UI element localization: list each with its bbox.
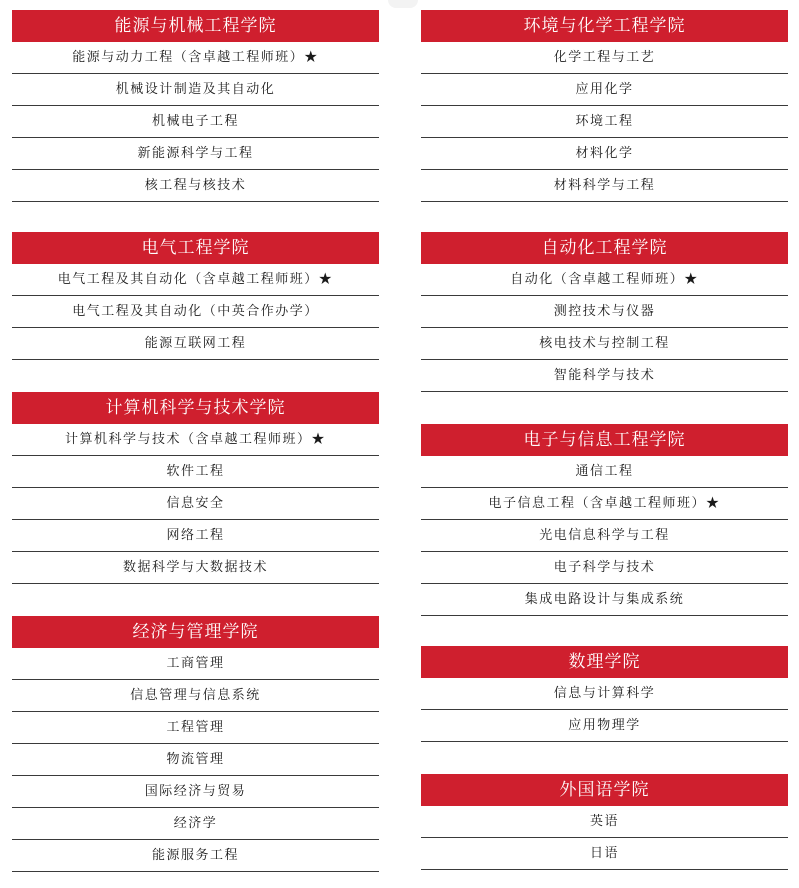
list-item: 电气工程及其自动化（中英合作办学） <box>12 296 379 328</box>
list-item: 材料科学与工程 <box>421 170 788 202</box>
list-item: 通信工程 <box>421 456 788 488</box>
list-item: 核电技术与控制工程 <box>421 328 788 360</box>
list-item: 应用物理学 <box>421 710 788 742</box>
list-item: 工商管理 <box>12 648 379 680</box>
section-energy-mechanical <box>12 10 379 202</box>
list-item: 计算机科学与技术（含卓越工程师班）★ <box>12 424 379 456</box>
section-title: 环境与化学工程学院 <box>421 10 788 42</box>
section-title: 自动化工程学院 <box>421 232 788 264</box>
section-title: 计算机科学与技术学院 <box>12 392 379 424</box>
list-item: 应用化学 <box>421 74 788 106</box>
list-item: 机械设计制造及其自动化 <box>12 74 379 106</box>
list-item: 测控技术与仪器 <box>421 296 788 328</box>
section-title: 能源与机械工程学院 <box>12 10 379 42</box>
list-item: 软件工程 <box>12 456 379 488</box>
list-item: 信息管理与信息系统 <box>12 680 379 712</box>
list-item: 电气工程及其自动化（含卓越工程师班）★ <box>12 264 379 296</box>
section-title: 外国语学院 <box>421 774 788 806</box>
list-item: 电子科学与技术 <box>421 552 788 584</box>
section-environment-chemical <box>421 10 788 202</box>
section-foreign-languages <box>421 774 788 870</box>
list-item: 数据科学与大数据技术 <box>12 552 379 584</box>
list-item: 能源服务工程 <box>12 840 379 872</box>
list-item: 机械电子工程 <box>12 106 379 138</box>
list-item: 工程管理 <box>12 712 379 744</box>
list-item: 化学工程与工艺 <box>421 42 788 74</box>
section-title: 数理学院 <box>421 646 788 678</box>
list-item: 经济学 <box>12 808 379 840</box>
section-computer-science <box>12 392 379 584</box>
section-automation <box>421 232 788 392</box>
section-title: 电子与信息工程学院 <box>421 424 788 456</box>
list-item: 光电信息科学与工程 <box>421 520 788 552</box>
section-math-physics <box>421 646 788 742</box>
list-item: 材料化学 <box>421 138 788 170</box>
section-title: 经济与管理学院 <box>12 616 379 648</box>
top-decoration <box>388 0 418 8</box>
list-item: 环境工程 <box>421 106 788 138</box>
section-title: 电气工程学院 <box>12 232 379 264</box>
right-column <box>421 10 788 870</box>
list-item: 英语 <box>421 806 788 838</box>
list-item: 信息与计算科学 <box>421 678 788 710</box>
list-item: 电子信息工程（含卓越工程师班）★ <box>421 488 788 520</box>
list-item: 信息安全 <box>12 488 379 520</box>
section-electronics-information <box>421 424 788 616</box>
list-item: 集成电路设计与集成系统 <box>421 584 788 616</box>
list-item: 日语 <box>421 838 788 870</box>
list-item: 能源互联网工程 <box>12 328 379 360</box>
left-column <box>12 10 379 872</box>
list-item: 新能源科学与工程 <box>12 138 379 170</box>
list-item: 智能科学与技术 <box>421 360 788 392</box>
list-item: 能源与动力工程（含卓越工程师班）★ <box>12 42 379 74</box>
list-item: 国际经济与贸易 <box>12 776 379 808</box>
section-economics-management <box>12 616 379 872</box>
list-item: 网络工程 <box>12 520 379 552</box>
section-electrical <box>12 232 379 360</box>
list-item: 物流管理 <box>12 744 379 776</box>
list-item: 自动化（含卓越工程师班）★ <box>421 264 788 296</box>
list-item: 核工程与核技术 <box>12 170 379 202</box>
